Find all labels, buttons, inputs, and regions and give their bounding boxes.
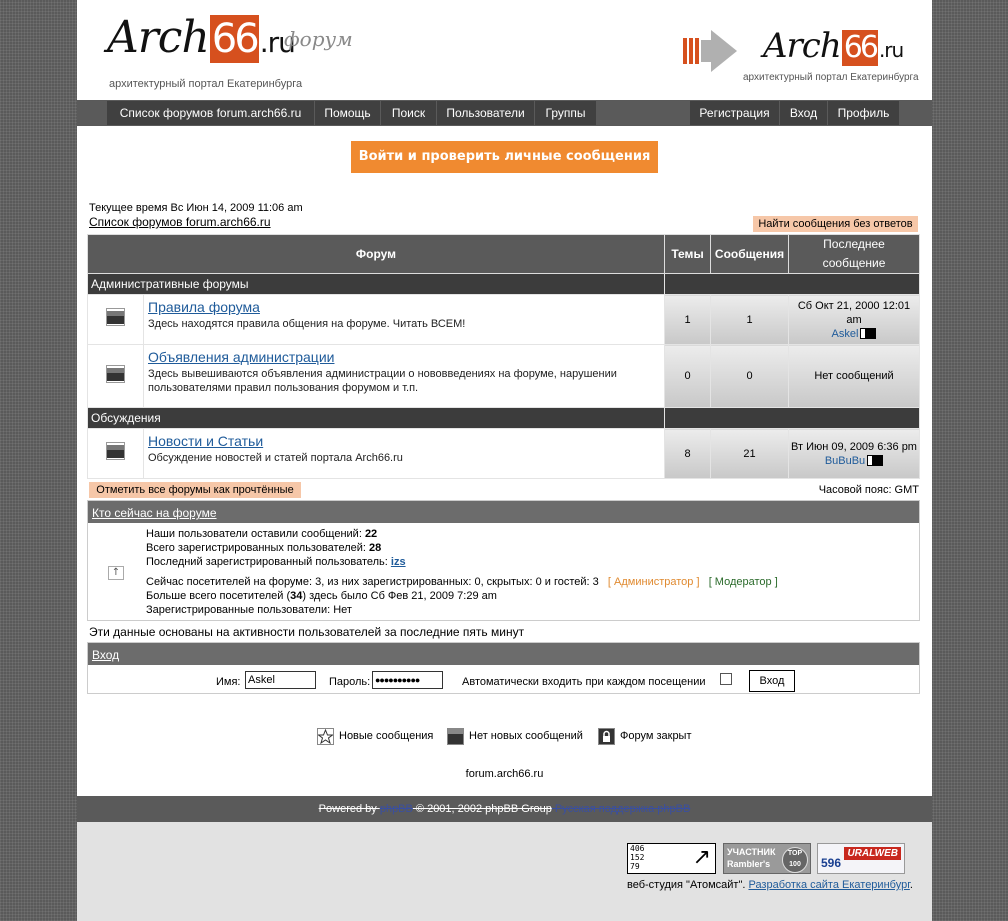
logo-subtitle: архитектурный портал Екатеринбурга — [109, 78, 303, 90]
activity-note: Эти данные основаны на активности пользователей за последние пять минут — [89, 625, 525, 639]
no-new-posts-icon — [447, 728, 464, 745]
logo-forum-word: форум — [284, 27, 353, 51]
forum-description: Здесь вывешиваются объявления администрации о нововведениях на форуме, нарушении пользователями правил пользования форумом и т.п. — [148, 368, 617, 394]
username-label: Имя: — [216, 676, 241, 688]
category-row — [88, 274, 920, 295]
forum-posts: 0 — [711, 345, 789, 408]
timezone: Часовой пояс: GMT — [818, 484, 919, 496]
current-time: Текущее время Вс Июн 14, 2009 11:06 am — [89, 202, 303, 214]
rambler-top-badge: TOP 100 — [782, 847, 808, 873]
stat-registered: Всего зарегистрированных пользователей: 28 — [146, 542, 382, 554]
arrow-icon-body — [701, 40, 711, 62]
category-name[interactable]: Обсуждения — [88, 408, 665, 429]
category-row — [88, 408, 920, 429]
logo-66: 66 — [211, 16, 257, 62]
password-field[interactable]: ●●●●●●●●●● — [372, 671, 443, 689]
forum-status-icon — [88, 345, 144, 408]
forum-posts: 21 — [711, 429, 789, 479]
forum-link[interactable]: Новости и Статьи — [148, 433, 264, 449]
site-name: forum.arch66.ru — [465, 768, 544, 780]
lock-icon — [598, 728, 615, 745]
nav-login[interactable]: Вход — [780, 101, 828, 125]
goto-last-post-icon[interactable] — [867, 455, 883, 466]
footer-bar: Powered by phpBB © 2001, 2002 phpBB Group Русская поддержка phpBB — [77, 796, 932, 822]
login-submit-button[interactable]: Вход — [749, 670, 795, 692]
diagonal-arrow-icon: ↗ — [692, 845, 711, 870]
forum-topics: 0 — [665, 345, 711, 408]
arrow-icon-head — [711, 30, 737, 72]
login-box — [87, 642, 920, 694]
moderator-legend: [ Модератор ] — [708, 576, 778, 588]
forum-info — [144, 295, 665, 345]
forum-topics: 8 — [665, 429, 711, 479]
forum-row — [88, 295, 920, 345]
col-posts: Сообщения — [711, 235, 789, 274]
forum-last-post — [789, 295, 920, 345]
breadcrumb-forum-list[interactable]: Список форумов forum.arch66.ru — [89, 215, 271, 229]
last-post-user[interactable]: BuBuBu — [824, 454, 866, 467]
portal-logo-subtitle: архитектурный портал Екатеринбурга — [743, 72, 919, 83]
login-messages-button[interactable]: Войти и проверить личные сообщения — [351, 141, 658, 173]
password-label: Пароль: — [329, 676, 371, 688]
rambler-counter[interactable]: УЧАСТНИК Rambler's TOP 100 — [723, 843, 811, 874]
nav-users[interactable]: Пользователи — [437, 101, 535, 125]
unanswered-posts-link[interactable]: Найти сообщения без ответов — [753, 216, 918, 232]
studio-credit: веб-студия "Атомсайт". Разработка сайта Екатеринбург. — [627, 879, 913, 891]
who-online-box — [87, 500, 920, 621]
forum-last-post: Нет сообщений — [789, 345, 920, 408]
col-last-post: Последнее сообщение — [789, 235, 920, 274]
goto-last-post-icon[interactable] — [860, 328, 876, 339]
username-field[interactable]: Askel — [245, 671, 316, 689]
who-online-icon: ↑ — [108, 566, 124, 580]
no-new-posts-icon — [106, 308, 125, 326]
mark-all-read-link[interactable]: Отметить все форумы как прочтённые — [89, 482, 301, 498]
forum-info — [144, 429, 665, 479]
nav-help[interactable]: Помощь — [315, 101, 381, 125]
category-fill — [665, 274, 920, 295]
breadcrumb[interactable] — [89, 215, 271, 229]
portal-logo-link[interactable] — [683, 26, 933, 90]
forum-link[interactable]: Объявления администрации — [148, 349, 335, 365]
forum-description: Обсуждение новостей и статей портала Arch66.ru — [148, 452, 403, 464]
last-post-date: Сб Окт 21, 2000 12:01 am — [797, 299, 911, 326]
new-posts-icon — [317, 728, 334, 745]
forum-topics: 1 — [665, 295, 711, 345]
logo-ru: .ru — [259, 26, 295, 59]
stat-last-user: Последний зарегистрированный пользователь: izs — [146, 556, 406, 568]
stat-posts: Наши пользователи оставили сообщений: 22 — [146, 528, 378, 540]
forum-status-icon — [88, 295, 144, 345]
category-fill — [665, 408, 920, 429]
forum-status-icon — [88, 429, 144, 479]
forum-description: Здесь находятся правила общения на форуме. Читать ВСЕМ! — [148, 318, 466, 330]
nav-groups[interactable]: Группы — [535, 101, 597, 125]
counters-area — [77, 822, 932, 921]
liveinternet-counter[interactable]: 406 152 79 ↗ — [627, 843, 716, 874]
nav-forum-list[interactable]: Список форумов forum.arch66.ru — [107, 101, 315, 125]
logo-arch: Arch — [107, 12, 209, 63]
nav-bar — [77, 100, 932, 126]
forum-posts: 1 — [711, 295, 789, 345]
admin-legend: [ Администратор ] — [607, 576, 700, 588]
phpbb-link[interactable]: phpBB — [379, 803, 413, 815]
forum-table — [87, 234, 920, 479]
table-header — [88, 235, 920, 274]
category-name[interactable]: Административные форумы — [88, 274, 665, 295]
nav-register[interactable]: Регистрация — [690, 101, 780, 125]
site-logo[interactable] — [107, 14, 295, 67]
no-new-posts-icon — [106, 442, 125, 460]
nav-search[interactable]: Поиск — [381, 101, 437, 125]
last-user-link[interactable]: izs — [390, 556, 406, 568]
logo-66: 66 — [843, 30, 876, 65]
page: Arch66 .ru форум архитектурный портал Екатеринбурга Arch 66 .ru архитектурный портал Екатеринбурга Список форумов forum.arch66.ru Помощь Поиск Пользователи Группы Регистрация Вход Профиль Войти и проверить личные сообщения Текущее время Вс Июн 14, 2009 11:06 am Список форумов forum.arch66.ru Найти сообщения без ответов Форум Темы Сообщения Последнее сообщение Административные форумы Правила форума Здесь находятся правила общения на форуме. Читать ВСЕМ! 1 1 Сб Окт 21, 2000 12:01 am Askel Объявления администрации Здесь вывешиваются объявления администрации о нововведениях на форуме, нарушении пользователями правил пользования форумом и т.п. 0 0 Нет сообщений Обсуждения Новости и Статьи Обсуждение новостей и статей портала Arch66.ru 8 21 Вт Июн 09, 2009 6:36 pm BuBuBu Отметить все форумы как прочтённые Часовой пояс: GMT Кто сейчас на форуме ↑ Наши пользователи оставили сообщений: 22 Всего зарегистрированных пользователей: 28 Последний зарегистрированный пользователь: izs Сейчас посетителей на форуме: 3, из них зарегистрированных: 0, скрытых: 0 и гостей: 3 [ Администратор ] [ Модератор ] Больше всего посетителей (34) здесь было Сб Фев 21, 2009 7:29 am Зарегистрированные пользователи: Нет Эти данные основаны на активности пользователей за последние пять минут Вход Имя: Askel Пароль: ●●●●●●●●●● Автоматически входить при каждом посещении Вход Новые сообщения Нет новых сообщений Форум закрыт forum.arch66.ru Powered by phpBB © 2001, 2002 phpBB Group Русская поддержка phpBB 406 152 79 ↗ УЧАСТНИК Rambler's TOP 100 596 URALWEB веб-студия "Атомсайт". Разработка сайта Екатеринбург. — [77, 0, 932, 921]
forum-last-post — [789, 429, 920, 479]
last-post-date: Вт Июн 09, 2009 6:36 pm — [791, 440, 917, 453]
col-forum: Форум — [88, 235, 665, 274]
login-link[interactable]: Вход — [92, 648, 120, 662]
forum-row — [88, 429, 920, 479]
col-topics: Темы — [665, 235, 711, 274]
autologin-checkbox[interactable] — [720, 673, 732, 685]
studio-credit-link[interactable]: Разработка сайта Екатеринбург — [748, 879, 910, 891]
logo-ru: .ru — [878, 38, 904, 62]
forum-row — [88, 345, 920, 408]
forum-link[interactable]: Правила форума — [148, 299, 260, 315]
forum-info — [144, 345, 665, 408]
logo-arch: Arch — [763, 26, 841, 66]
russian-support-link[interactable]: Русская поддержка phpBB — [551, 803, 691, 815]
stat-online: Сейчас посетителей на форуме: 3, из них зарегистрированных: 0, скрытых: 0 и гостей: 3 [ Администратор ] [ Модератор ] — [146, 576, 778, 588]
uralweb-counter[interactable]: 596 URALWEB — [817, 843, 905, 874]
who-online-link[interactable]: Кто сейчас на форуме — [92, 506, 217, 520]
stat-max: Больше всего посетителей (34) здесь было Сб Фев 21, 2009 7:29 am — [146, 590, 497, 602]
last-post-user[interactable]: Askel — [831, 327, 859, 340]
no-new-posts-icon — [106, 365, 125, 383]
nav-profile[interactable]: Профиль — [828, 101, 900, 125]
login-header — [88, 643, 919, 665]
autologin-label: Автоматически входить при каждом посещении — [462, 676, 706, 688]
stat-registered-now: Зарегистрированные пользователи: Нет — [146, 604, 352, 616]
who-online-header — [88, 501, 919, 523]
